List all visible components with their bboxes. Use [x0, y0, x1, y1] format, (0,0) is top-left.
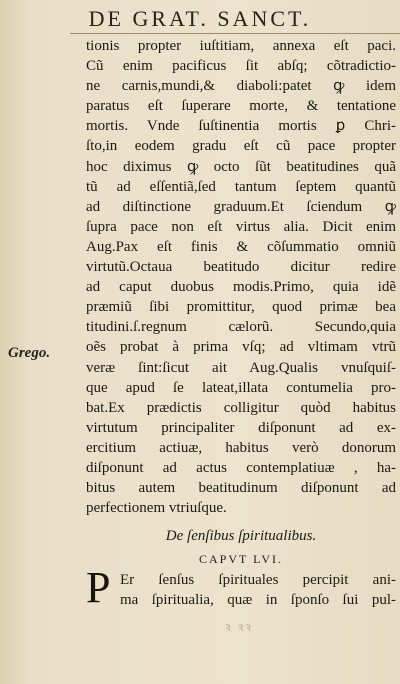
text-line: ercitium actiuæ, habitus verò donorum	[86, 439, 396, 456]
text-line: virtutum principaliter diſponunt ad ex-	[86, 419, 396, 436]
text-line: ad caput duobus modis.Primo, quia idẽ	[86, 279, 396, 296]
text-line: tionis propter iuſtitiam, annexa eſt paci.	[86, 38, 396, 54]
text-line: oẽs probat à prima vſq; ad vltimam vtrũ	[86, 339, 396, 356]
bleed-through-marks: ꝛ ꝛꝛ	[225, 620, 254, 634]
text-line: virtutũ.Octaua beatitudo dicitur redire	[86, 259, 396, 276]
text-line: præmiũ ſibi promittitur, quod primæ bea	[86, 299, 396, 316]
main-text-block	[86, 36, 396, 518]
text-line: diſponunt ad actus contemplatiuæ , ha-	[86, 459, 396, 476]
section-subtitle: De ſenſibus ſpiritualibus.	[165, 528, 317, 544]
drop-cap-initial: P	[86, 563, 111, 612]
text-line: Aug.Pax eſt finis & cõſummatio omniũ	[86, 238, 396, 255]
margin-note: Grego.	[8, 345, 51, 361]
text-line: perfectionem vtriuſque.	[86, 500, 227, 517]
text-line: Er ſenſus ſpirituales percipit ani-	[120, 572, 396, 588]
text-line: veræ ſint:ſicut ait Aug.Qualis vnuſquiſ-	[86, 359, 396, 376]
header-rule	[70, 33, 400, 34]
text-line: ma ſpiritualia, quæ in ſponſo ſui pul-	[120, 592, 396, 609]
text-line: bitus autem beatitudinum diſponunt ad	[86, 480, 396, 497]
text-line: que apud ſe lateat,illata contumelia pro-	[86, 379, 396, 396]
text-line: bat.Ex prædictis colligitur quòd habitus	[86, 399, 396, 416]
text-line: ſto,in eodem gradu eſt cũ pace propter	[86, 138, 396, 155]
text-line: mortis. Vnde ſuſtinentia mortis ꝑ Chri-	[86, 118, 396, 135]
chapter-heading: CAPVT LVI.	[198, 552, 283, 566]
text-line: tũ ad eſſentiã,ſed tantum ſeptem quantũ	[86, 178, 396, 195]
text-line: ne carnis,mundi,& diaboli:patet ꝙ idem	[86, 78, 396, 95]
text-line: hoc diximus ꝙ octo ſũt beatitudines quã	[86, 158, 396, 175]
text-line: Cũ enim pacificus ſit abſq; cõtradictio-	[86, 58, 396, 75]
running-head: DE GRAT. SANCT.	[88, 6, 312, 31]
text-line: ſupra pace non eſt virtus alia. Dicit enim	[86, 218, 396, 235]
text-line: titudini.ſ.regnum cælorũ. Secundo,quia	[86, 319, 396, 336]
text-line: paratus eſt ſuperare morte, & tentatione	[86, 98, 396, 115]
chapter-opening-text	[120, 570, 396, 610]
text-line: ad diſtinctione graduum.Et ſciendum ꝙ	[86, 198, 396, 215]
